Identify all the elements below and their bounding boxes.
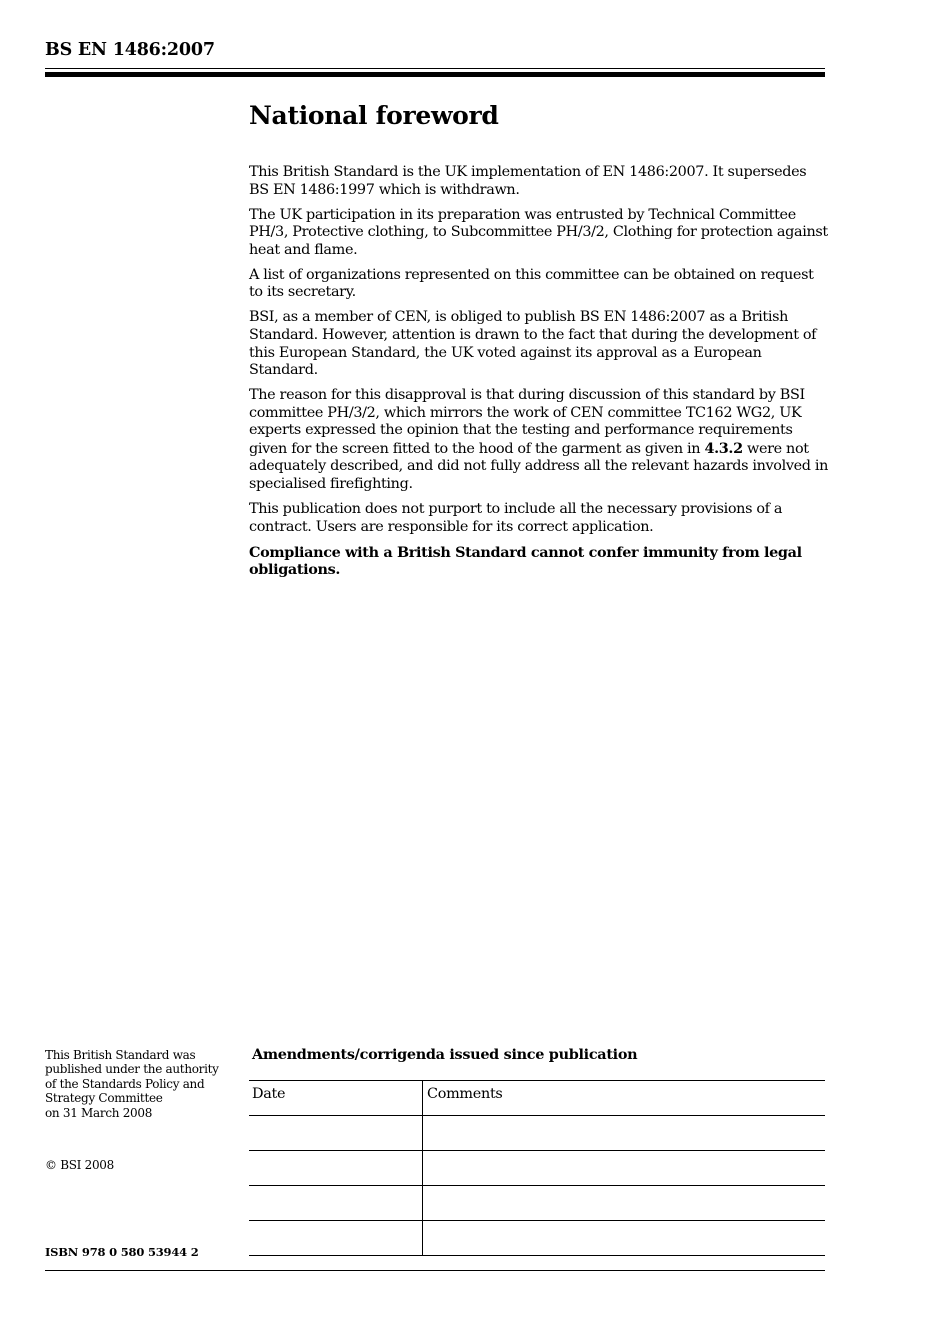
header-thick-rule bbox=[45, 72, 825, 77]
header-thin-rule bbox=[45, 68, 825, 69]
isbn: ISBN 978 0 580 53944 2 bbox=[45, 1245, 199, 1259]
publication-note bbox=[45, 1048, 235, 1120]
table-row bbox=[249, 1151, 825, 1186]
clause-reference: 4.3.2 bbox=[704, 439, 743, 457]
copyright-notice: © BSI 2008 bbox=[45, 1158, 114, 1172]
compliance-statement: Compliance with a British Standard cannot confer immunity from legal obligations. bbox=[249, 543, 802, 579]
page-title: National foreword bbox=[249, 101, 499, 130]
amendments-table bbox=[249, 1080, 825, 1256]
publication-note-line: of the Standards Policy and bbox=[45, 1076, 205, 1091]
table-row bbox=[249, 1116, 825, 1151]
table-row bbox=[249, 1221, 825, 1256]
paragraph-disapproval-reason bbox=[249, 387, 829, 494]
column-header-date: Date bbox=[249, 1081, 423, 1116]
table-cell-comments bbox=[423, 1116, 826, 1151]
table-cell-date bbox=[249, 1221, 423, 1256]
publication-note-line: published under the authority bbox=[45, 1062, 219, 1077]
paragraph-contract: This publication does not purport to include all the necessary provisions of a contract. Users are responsible for its correct application. bbox=[249, 501, 783, 535]
footer-rule bbox=[45, 1270, 825, 1271]
table-cell-date bbox=[249, 1151, 423, 1186]
publication-note-line: Strategy Committee bbox=[45, 1091, 163, 1106]
paragraph-implementation: This British Standard is the UK implementation of EN 1486:2007. It supersedes BS EN 1486:1997 which is withdrawn. bbox=[249, 164, 807, 198]
table-header-row bbox=[249, 1081, 825, 1116]
foreword-body bbox=[249, 164, 829, 586]
paragraph-cen-obligation: BSI, as a member of CEN, is obliged to publish BS EN 1486:2007 as a British Standard. However, attention is drawn to the fact that during the development of this European Standard, the UK voted against its approval as a European Standard. bbox=[249, 309, 817, 379]
paragraph-participation: The UK participation in its preparation was entrusted by Technical Committee PH/3, Protective clothing, to Subcommittee PH/3/2, Clothing for protection against heat and flame. bbox=[249, 206, 828, 258]
table-cell-date bbox=[249, 1116, 423, 1151]
table-cell-comments bbox=[423, 1151, 826, 1186]
table-row bbox=[249, 1186, 825, 1221]
amendments-heading: Amendments/corrigenda issued since publication bbox=[252, 1046, 638, 1063]
table-cell-comments bbox=[423, 1186, 826, 1221]
document-id: BS EN 1486:2007 bbox=[45, 40, 215, 60]
publication-note-line: This British Standard was bbox=[45, 1048, 196, 1062]
table-cell-date bbox=[249, 1186, 423, 1221]
publication-note-line: on 31 March 2008 bbox=[45, 1105, 153, 1120]
reason-text-after: were not adequately described, and did not fully address all the relevant hazards involved in specialised firefighting. bbox=[249, 440, 829, 493]
paragraph-organizations: A list of organizations represented on this committee can be obtained on request to its secretary. bbox=[249, 266, 814, 301]
reason-text-before: The reason for this disapproval is that during discussion of this standard by BSI committee PH/3/2, which mirrors the work of CEN committee TC162 WG2, UK experts expressed the opinion that the testing and performance requirements given for the screen fitted to the hood of the garment as given in bbox=[249, 387, 805, 457]
column-header-comments: Comments bbox=[423, 1081, 826, 1116]
table-cell-comments bbox=[423, 1221, 826, 1256]
